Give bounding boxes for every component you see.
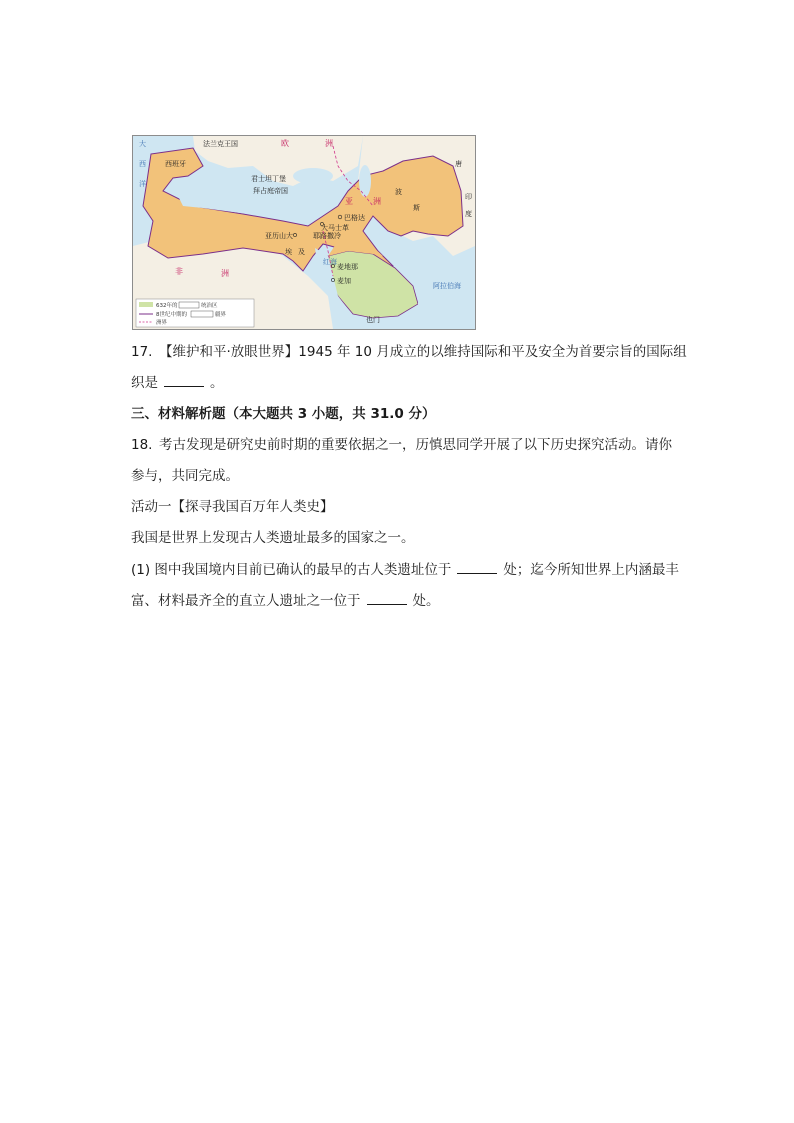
- label-persia-1: 波: [395, 188, 402, 196]
- section3-title: 三、材料解析题（本大题共 3 小题，共 31.0 分）: [131, 406, 436, 422]
- label-frankish: 法兰克王国: [203, 140, 238, 148]
- q18-line2: 参与，共同完成。: [131, 468, 239, 484]
- q17-line1: [131, 342, 687, 362]
- q17-text-b-prefix: 织是: [131, 375, 158, 391]
- label-africa-1: 非: [175, 267, 183, 276]
- label-byzantine: 拜占庭帝国: [253, 187, 288, 195]
- black-sea: [293, 168, 333, 184]
- q18-sub1-prefix: (1) 图中我国境内目前已确认的最早的古人类遗址位于: [131, 562, 452, 578]
- q18-intro: 我国是世界上发现古人类遗址最多的国家之一。: [131, 530, 415, 546]
- q17-line2: [131, 373, 224, 393]
- q18-answer-blank-1[interactable]: [457, 561, 497, 574]
- legend-item2: 8世纪中期的: [156, 312, 187, 318]
- q17-text-b-suffix: 。: [210, 375, 224, 391]
- q17-text-a: 1945 年 10 月成立的以维持国际和平及安全为首要宗旨的国际组: [298, 344, 687, 360]
- caspian-sea: [359, 165, 371, 197]
- label-africa-2: 洲: [221, 269, 229, 278]
- label-alexandria: 亚历山大: [265, 232, 293, 240]
- label-europe-2: 洲: [325, 139, 333, 148]
- legend-item1: 632年的: [156, 303, 178, 309]
- legend-item1-suffix: 统治区: [201, 303, 218, 309]
- label-egypt-1: 埃: [285, 248, 292, 256]
- label-arabian-sea: 阿拉伯海: [433, 282, 461, 290]
- label-india-2: 度: [465, 210, 472, 218]
- label-spain: 西班牙: [165, 160, 186, 168]
- label-medina: 麦地那: [337, 263, 358, 271]
- legend-item2-suffix: 疆界: [215, 312, 227, 318]
- legend-swatch-632: [139, 302, 153, 307]
- q18-activity: 活动一【探寻我国百万年人类史】: [131, 499, 334, 515]
- q18-text-1: 考古发现是研究史前时期的重要依据之一，历慎思同学开展了以下历史探究活动。请你: [159, 437, 672, 453]
- label-atlantic-1: 大: [139, 140, 146, 148]
- label-europe-1: 欧: [281, 139, 289, 148]
- label-jerusalem: 耶路撒冷: [313, 232, 341, 240]
- q18-line1: [131, 435, 672, 455]
- label-red-sea: 红海: [323, 258, 337, 266]
- label-persia-2: 斯: [413, 204, 420, 212]
- label-yemen: 也门: [366, 316, 380, 324]
- label-asia-2: 洲: [373, 197, 381, 206]
- historical-map: [132, 135, 476, 330]
- label-atlantic-2: 西: [139, 160, 146, 168]
- label-egypt-2: 及: [298, 248, 305, 256]
- q18-sub1-line2: [131, 591, 440, 611]
- q18-sub1-line2-suffix: 处。: [412, 593, 440, 609]
- q18-sub1-line1: [131, 560, 679, 580]
- legend-item3: 洲界: [156, 320, 168, 326]
- q18-number: 18.: [131, 437, 153, 453]
- label-asia-1: 亚: [345, 197, 353, 206]
- map-canvas: [133, 136, 475, 329]
- q17-number: 17.: [131, 344, 153, 360]
- label-damascus: 大马士革: [321, 224, 349, 232]
- label-atlantic-3: 洋: [139, 180, 146, 188]
- label-mecca: 麦加: [337, 277, 351, 285]
- legend-blank-1: [179, 302, 199, 308]
- q18-answer-blank-2[interactable]: [367, 592, 407, 605]
- label-constantinople: 君士坦丁堡: [251, 175, 286, 183]
- q18-sub1-line2-prefix: 富、材料最齐全的直立人遗址之一位于: [131, 593, 361, 609]
- label-baghdad: 巴格达: [344, 214, 365, 222]
- legend-blank-2: [191, 311, 213, 317]
- label-india-1: 印: [465, 193, 472, 201]
- q17-tag: 【维护和平·放眼世界】: [159, 344, 299, 360]
- label-tang: 唐: [455, 160, 462, 168]
- q17-answer-blank[interactable]: [164, 374, 204, 387]
- q18-sub1-mid: 处；迄今所知世界上内涵最丰: [503, 562, 679, 578]
